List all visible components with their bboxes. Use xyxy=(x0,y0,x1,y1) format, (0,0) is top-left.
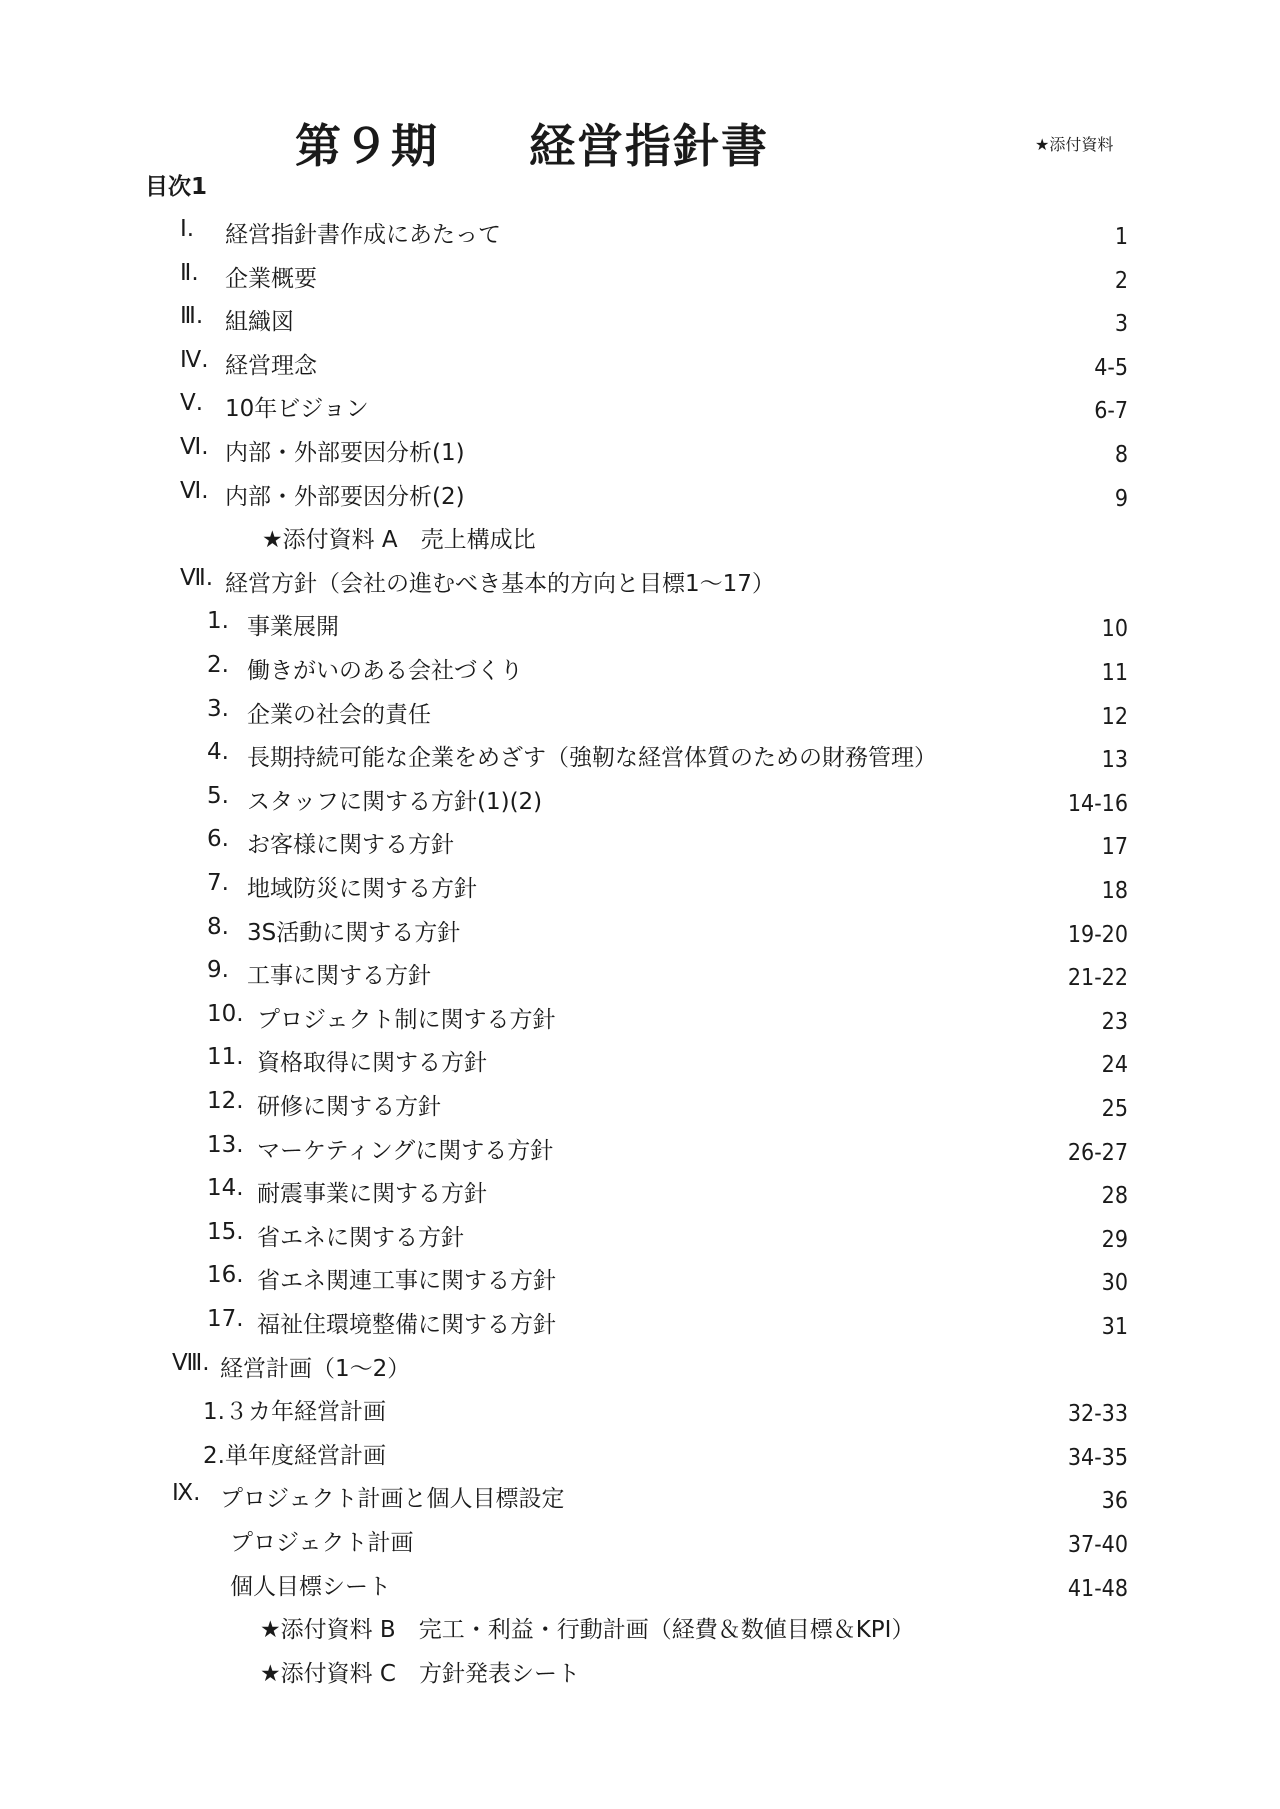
toc-entry-label: ★添付資料 B 完工・利益・行動計画（経費＆数値目標＆KPI） xyxy=(260,1617,915,1643)
toc-entry xyxy=(0,1044,1280,1084)
toc-entry-label: プロジェクト制に関する方針 xyxy=(257,1007,556,1033)
toc-entry-page: 13 xyxy=(1101,747,1128,773)
toc-entry-label: 長期持続可能な企業をめざす（強靭な経営体質のための財務管理） xyxy=(247,745,937,771)
toc-entry xyxy=(0,957,1280,997)
toc-entry-number: Ⅳ. xyxy=(180,347,209,373)
toc-entry xyxy=(0,783,1280,823)
toc-entry xyxy=(0,478,1280,518)
toc-entry-number: 8. xyxy=(207,914,229,940)
toc-entry-page: 34-35 xyxy=(1067,1445,1128,1471)
toc-entry-label: 経営理念 xyxy=(225,353,317,379)
toc-entry-number: Ⅰ. xyxy=(180,216,195,242)
toc-entry-number: Ⅱ. xyxy=(180,260,199,286)
toc-entry-page: 41-48 xyxy=(1067,1576,1128,1602)
toc-entry-number: 13. xyxy=(207,1132,244,1158)
toc-entry-page: 8 xyxy=(1114,442,1128,468)
toc-entry-number: 9. xyxy=(207,957,229,983)
toc-entry xyxy=(0,1306,1280,1346)
toc-entry xyxy=(0,696,1280,736)
document-title xyxy=(295,110,769,176)
toc-entry-label: 経営計画（1～2） xyxy=(220,1356,411,1382)
toc-entry xyxy=(0,565,1280,605)
toc-entry-number: Ⅸ. xyxy=(172,1480,201,1506)
toc-entry-label: 2.単年度経営計画 xyxy=(203,1443,386,1469)
toc-entry-label: 内部・外部要因分析(2) xyxy=(225,484,465,510)
toc-entry xyxy=(0,1437,1280,1477)
toc-entry xyxy=(0,1524,1280,1564)
toc-entry-label: 3S活動に関する方針 xyxy=(247,920,461,946)
toc-entry-page: 10 xyxy=(1101,616,1128,642)
toc-entry-page: 4-5 xyxy=(1094,355,1128,381)
toc-entry-page: 3 xyxy=(1114,311,1128,337)
toc-entry xyxy=(0,1350,1280,1390)
toc-entry-page: 28 xyxy=(1101,1183,1128,1209)
toc-entry xyxy=(0,1393,1280,1433)
toc-entry-page: 1 xyxy=(1114,224,1128,250)
toc-entry xyxy=(0,347,1280,387)
toc-entry-number: 7. xyxy=(207,870,229,896)
toc-entry-page: 9 xyxy=(1114,486,1128,512)
toc-entry-page: 37-40 xyxy=(1067,1532,1128,1558)
toc-entry-page: 25 xyxy=(1101,1096,1128,1122)
toc-entry-label: マーケティングに関する方針 xyxy=(257,1138,554,1164)
toc-entry-label: 地域防災に関する方針 xyxy=(247,876,477,902)
toc-entry-page: 6-7 xyxy=(1094,398,1128,424)
toc-entry-page: 29 xyxy=(1101,1227,1128,1253)
toc-entry xyxy=(0,739,1280,779)
toc-entry-label: 資格取得に関する方針 xyxy=(257,1050,487,1076)
toc-entry-label: 福祉住環境整備に関する方針 xyxy=(257,1312,556,1338)
toc-entry xyxy=(0,390,1280,430)
toc-entry-number: 4. xyxy=(207,739,229,765)
toc-entry-number: 11. xyxy=(207,1044,244,1070)
toc-entry xyxy=(0,1480,1280,1520)
toc-entry xyxy=(0,1001,1280,1041)
toc-entry-number: Ⅷ. xyxy=(172,1350,210,1376)
toc-entry-page: 18 xyxy=(1101,878,1128,904)
toc-entry xyxy=(0,1175,1280,1215)
toc-entry-label: 経営方針（会社の進むべき基本的方向と目標1～17） xyxy=(225,571,775,597)
toc-entry-label: ★添付資料 C 方針発表シート xyxy=(260,1661,580,1687)
toc-entry-label: 内部・外部要因分析(1) xyxy=(225,440,465,466)
toc-entry-page: 19-20 xyxy=(1067,922,1128,948)
toc-entry-number: Ⅶ. xyxy=(180,565,214,591)
toc-entry xyxy=(0,1262,1280,1302)
toc-entry-label: プロジェクト計画 xyxy=(230,1530,414,1556)
toc-entry-page: 31 xyxy=(1101,1314,1128,1340)
toc-entry-label: 経営指針書作成にあたって xyxy=(225,222,501,248)
toc-entry-number: 16. xyxy=(207,1262,244,1288)
toc-entry-page: 21-22 xyxy=(1067,965,1128,991)
toc-entry xyxy=(0,826,1280,866)
toc-entry-label: 組織図 xyxy=(225,309,294,335)
toc-entry-number: 6. xyxy=(207,826,229,852)
toc-entry-page: 17 xyxy=(1101,834,1128,860)
toc-entry-page: 24 xyxy=(1101,1052,1128,1078)
toc-entry-number: 15. xyxy=(207,1219,244,1245)
toc-entry-page: 2 xyxy=(1114,268,1128,294)
toc-entry-label: 企業概要 xyxy=(225,266,317,292)
toc-entry-page: 30 xyxy=(1101,1270,1128,1296)
toc-entry-number: 12. xyxy=(207,1088,244,1114)
toc-entry-page: 26-27 xyxy=(1067,1140,1128,1166)
toc-entry-page: 12 xyxy=(1101,704,1128,730)
toc-entry xyxy=(0,1568,1280,1608)
toc-entry xyxy=(0,652,1280,692)
toc-entry-label: プロジェクト計画と個人目標設定 xyxy=(220,1486,565,1512)
toc-entry-number: 14. xyxy=(207,1175,244,1201)
toc-entry xyxy=(0,303,1280,343)
toc-entry xyxy=(0,260,1280,300)
toc-entry-label: 働きがいのある会社づくり xyxy=(247,658,523,684)
toc-entry-number: 3. xyxy=(207,696,229,722)
toc-entry-number: 17. xyxy=(207,1306,244,1332)
toc-heading: 目次1 xyxy=(145,174,208,200)
toc-entry-page: 23 xyxy=(1101,1009,1128,1035)
toc-entry xyxy=(0,1655,1280,1695)
toc-entry-label: お客様に関する方針 xyxy=(247,832,454,858)
toc-entry-label: 工事に関する方針 xyxy=(247,963,431,989)
toc-entry-label: 研修に関する方針 xyxy=(257,1094,441,1120)
toc-entry-label: 10年ビジョン xyxy=(225,396,369,422)
title-main: 経営指針書 xyxy=(529,119,769,173)
toc-entry-number: Ⅵ. xyxy=(180,434,209,460)
toc-entry-label: 1.３カ年経営計画 xyxy=(203,1399,386,1425)
toc-entry-label: 企業の社会的責任 xyxy=(247,702,431,728)
attachment-note: ★添付資料 xyxy=(1035,135,1114,154)
toc-entry xyxy=(0,521,1280,561)
toc-entry-label: 耐震事業に関する方針 xyxy=(257,1181,487,1207)
toc-entry xyxy=(0,1219,1280,1259)
toc-entry xyxy=(0,914,1280,954)
toc-entry-number: Ⅲ. xyxy=(180,303,204,329)
toc-entry xyxy=(0,1132,1280,1172)
toc-entry-number: Ⅴ. xyxy=(180,390,204,416)
toc-entry-number: 10. xyxy=(207,1001,244,1027)
toc-entry-label: ★添付資料 A 売上構成比 xyxy=(262,527,536,553)
toc-entry-page: 14-16 xyxy=(1067,791,1128,817)
toc-entry xyxy=(0,434,1280,474)
toc-entry-number: 2. xyxy=(207,652,229,678)
toc-entry xyxy=(0,216,1280,256)
title-period: 第９期 xyxy=(295,119,439,173)
toc-entry-label: スタッフに関する方針(1)(2) xyxy=(247,789,543,815)
toc-entry-label: 個人目標シート xyxy=(230,1574,391,1600)
toc-entry xyxy=(0,1611,1280,1651)
toc-entry-label: 省エネに関する方針 xyxy=(257,1225,464,1251)
toc-entry-label: 事業展開 xyxy=(247,614,339,640)
toc-entry xyxy=(0,870,1280,910)
toc-entry-label: 省エネ関連工事に関する方針 xyxy=(257,1268,556,1294)
toc-entry xyxy=(0,1088,1280,1128)
toc-entry-page: 36 xyxy=(1101,1488,1128,1514)
toc-entry-number: 1. xyxy=(207,608,229,634)
toc-entry xyxy=(0,608,1280,648)
toc-entry-page: 11 xyxy=(1101,660,1128,686)
toc-entry-number: Ⅵ. xyxy=(180,478,209,504)
toc-entry-number: 5. xyxy=(207,783,229,809)
toc-entry-page: 32-33 xyxy=(1067,1401,1128,1427)
